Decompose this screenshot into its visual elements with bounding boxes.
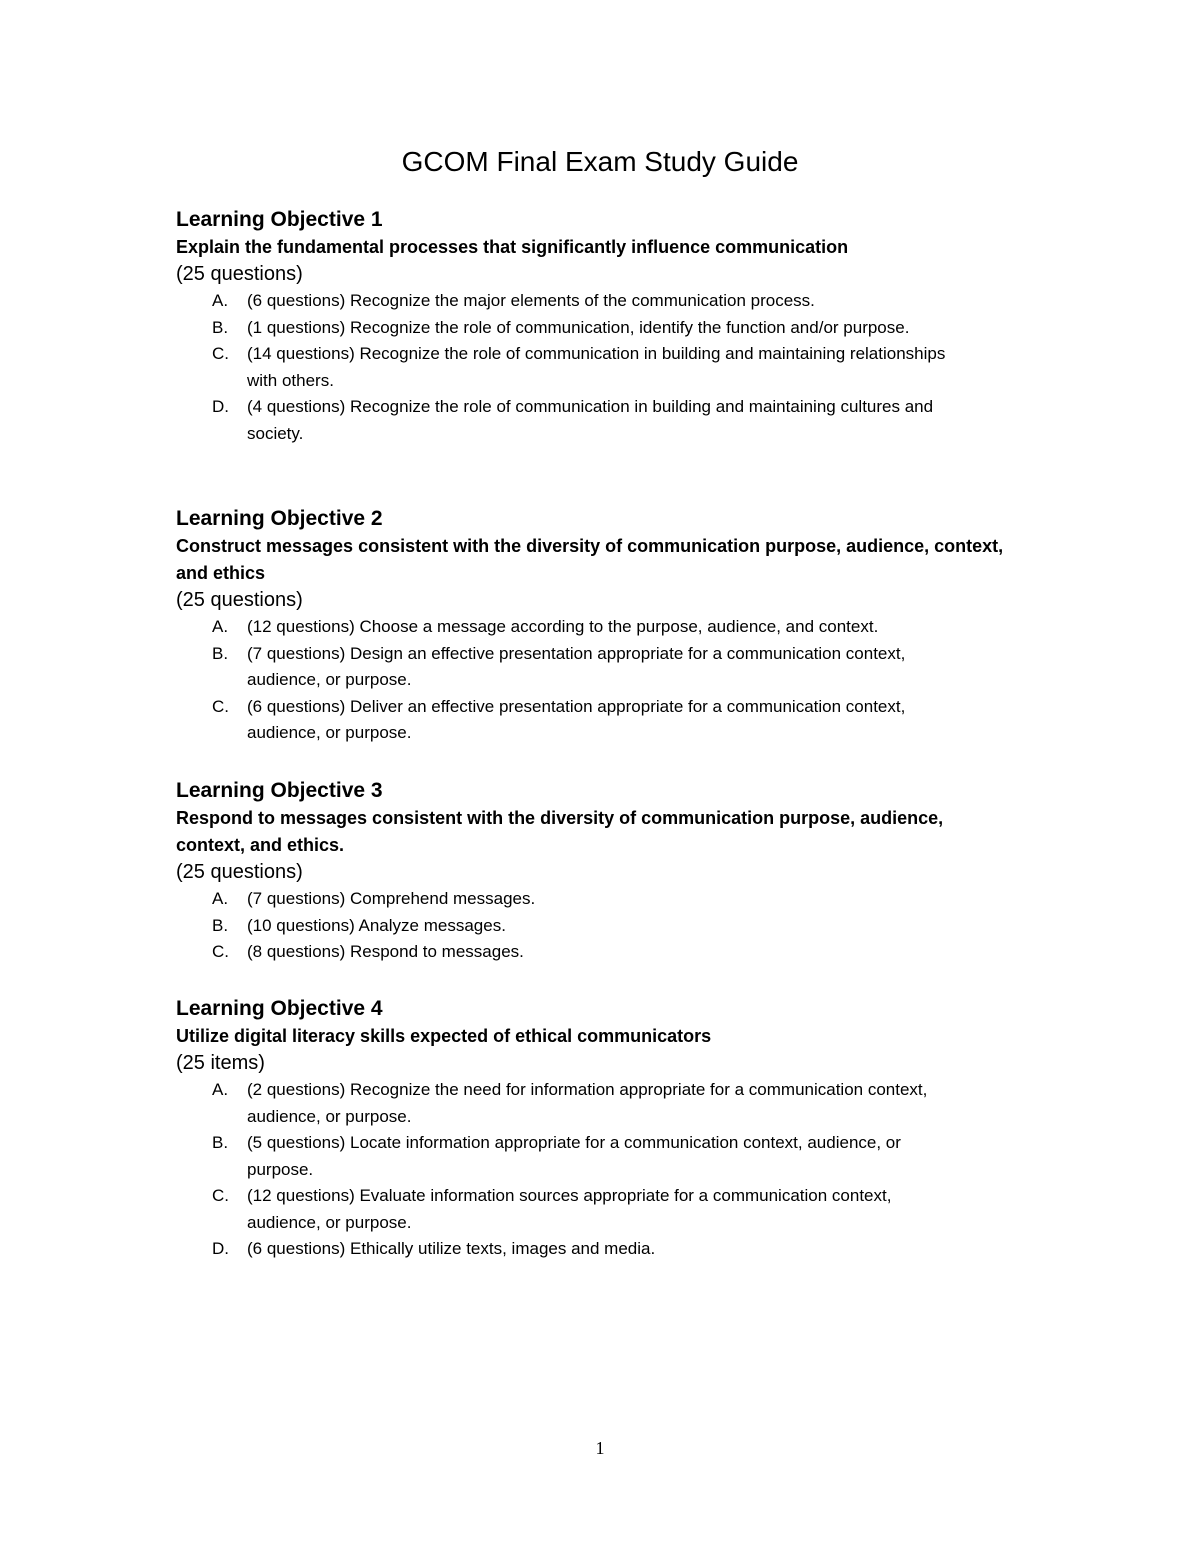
item-letter: B. <box>212 915 229 935</box>
sub-objective-item <box>176 694 967 747</box>
item-letter: C. <box>212 344 229 363</box>
objective-heading: Learning Objective 2 <box>176 507 383 530</box>
sub-objective-item <box>176 614 967 641</box>
item-text: (12 questions) Evaluate information sources appropriate for a communication context, audience, or purpose. <box>247 1186 892 1232</box>
item-letter: D. <box>212 397 229 416</box>
item-text: (5 questions) Locate information appropriate for a communication context, audience, or purpose. <box>247 1133 901 1179</box>
objective-description: Construct messages consistent with the diversity of communication purpose, audience, context, and ethics <box>176 536 1004 583</box>
item-text: (7 questions) Design an effective presentation appropriate for a communication context, audience, or purpose. <box>247 643 906 689</box>
sub-objective-item <box>176 1077 967 1130</box>
item-letter: D. <box>212 1239 229 1258</box>
item-text: (10 questions) Analyze messages. <box>247 915 506 935</box>
item-text: (1 questions) Recognize the role of communication, identify the function and/or purpose. <box>247 317 910 337</box>
sub-objective-item <box>176 913 967 940</box>
item-letter: C. <box>212 1186 229 1205</box>
objective-question-count: (25 questions) <box>176 861 303 883</box>
item-text: (6 questions) Deliver an effective presentation appropriate for a communication context, audience, or purpose. <box>247 696 906 742</box>
sub-objective-item <box>176 394 967 447</box>
item-letter: B. <box>212 317 229 337</box>
sub-objective-list <box>176 288 1056 447</box>
sub-objective-item <box>176 1183 967 1236</box>
learning-objective-1 <box>176 206 1056 447</box>
objective-question-count: (25 items) <box>176 1052 265 1074</box>
document-title: GCOM Final Exam Study Guide <box>401 146 799 177</box>
item-text: (12 questions) Choose a message according to the purpose, audience, and context. <box>247 617 879 636</box>
item-letter: C. <box>212 942 229 961</box>
sub-objective-item <box>176 341 967 394</box>
sub-objective-list <box>176 614 1056 747</box>
learning-objective-3 <box>176 777 1056 966</box>
item-text: (14 questions) Recognize the role of communication in building and maintaining relationships with others. <box>247 344 946 390</box>
sub-objective-item <box>176 1130 967 1183</box>
item-letter: A. <box>212 617 229 636</box>
sub-objective-item <box>176 288 967 315</box>
objective-question-count: (25 questions) <box>176 263 303 285</box>
objective-heading: Learning Objective 3 <box>176 779 383 802</box>
item-text: (6 questions) Ethically utilize texts, images and media. <box>247 1239 656 1258</box>
sub-objective-item <box>176 315 967 342</box>
item-letter: A. <box>212 291 229 310</box>
sub-objective-item <box>176 641 967 694</box>
objective-description: Respond to messages consistent with the diversity of communication purpose, audience, context, and ethics. <box>176 808 944 855</box>
objective-description: Explain the fundamental processes that significantly influence communication <box>176 237 849 257</box>
learning-objective-2 <box>176 505 1056 747</box>
item-letter: A. <box>212 1080 229 1099</box>
learning-objective-4 <box>176 995 1056 1263</box>
item-text: (7 questions) Comprehend messages. <box>247 889 536 908</box>
item-letter: B. <box>212 1133 229 1152</box>
objective-heading: Learning Objective 4 <box>176 997 383 1020</box>
item-text: (4 questions) Recognize the role of communication in building and maintaining cultures and society. <box>247 397 934 443</box>
item-text: (6 questions) Recognize the major elements of the communication process. <box>247 291 815 310</box>
sub-objective-item <box>176 939 967 966</box>
item-letter: A. <box>212 889 229 908</box>
sub-objective-item <box>176 886 967 913</box>
item-letter: B. <box>212 643 229 663</box>
item-letter: C. <box>212 696 229 716</box>
item-text: (2 questions) Recognize the need for information appropriate for a communication context, audience, or purpose. <box>247 1080 928 1126</box>
objective-heading: Learning Objective 1 <box>176 208 383 231</box>
sub-objective-list <box>176 886 1056 966</box>
objective-description: Utilize digital literacy skills expected of ethical communicators <box>176 1026 712 1046</box>
page-number: 1 <box>595 1438 605 1458</box>
sub-objective-list <box>176 1077 1056 1263</box>
item-text: (8 questions) Respond to messages. <box>247 942 524 961</box>
sub-objective-item <box>176 1236 967 1263</box>
objective-question-count: (25 questions) <box>176 589 303 611</box>
